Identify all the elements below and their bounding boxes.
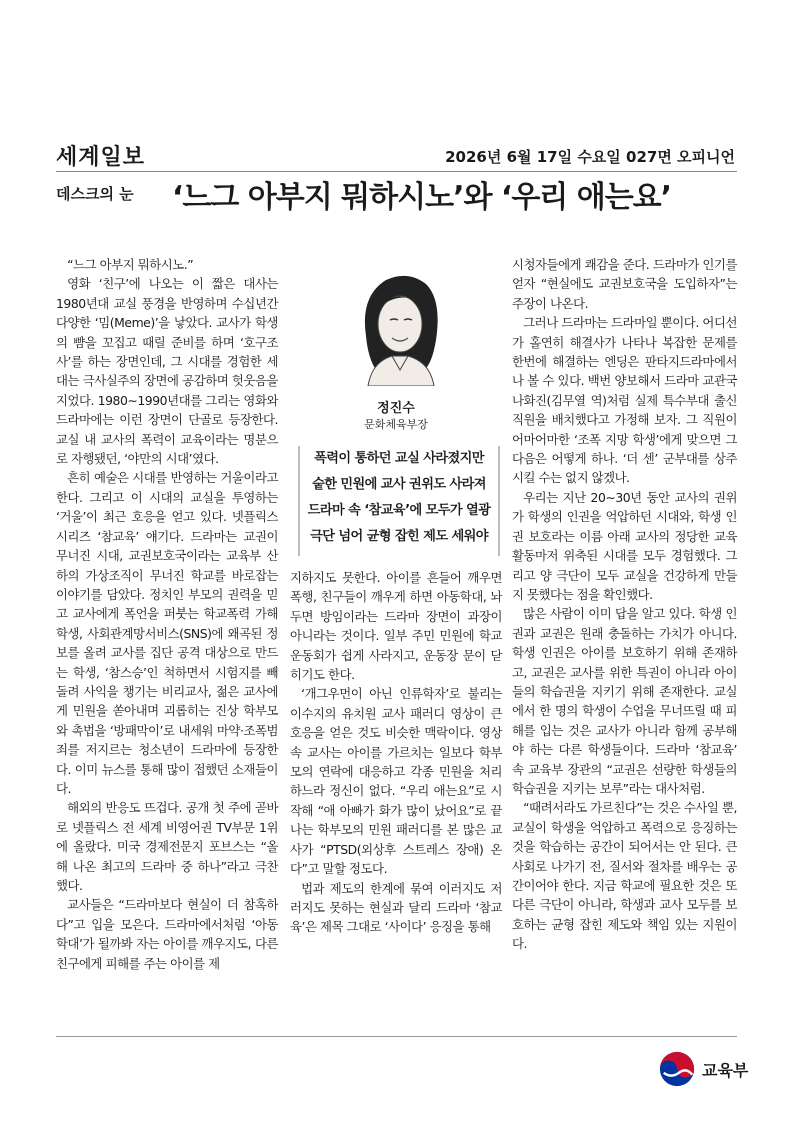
column-1 (56, 255, 278, 973)
paragraph: “때려서라도 가르친다”는 것은 수사일 뿐, 교실이 학생을 억압하고 폭력으로 응징하는 것을 학습하는 공간이 되어서는 안 된다. 큰 사회로 나가기 전, 질서와 절차를 배우는 공간이어야 한다. 지금 학교에 필요한 것은 또 다른 극단이 아니라, 학생과 교사 모두를 보호하는 균형 잡힌 제도와 책임 있는 지원이다. (512, 800, 737, 952)
paragraph: 법과 제도의 한계에 묶여 이러지도 저러지도 못하는 현실과 달리 드라마 ‘참교육’은 제목 그대로 ‘사이다’ 응징을 통해 (290, 880, 502, 935)
pull-quote (298, 446, 500, 556)
taegeuk-logo-icon (658, 1050, 696, 1088)
paragraph: 영화 ‘친구’에 나오는 이 짧은 대사는 1980년대 교실 풍경을 반영하며 수십년간 다양한 ‘밈(Meme)’을 낳았다. 교사가 학생의 뺨을 꼬집고 때릴 준비를 하며 ‘호구조사’를 하는 장면인데, 그 시대를 경험한 세대는 극사실주의 장면에 공감하며 헛웃음을 지었다. 1980∼1990년대를 그리는 영화와 드라마에는 이런 장면이 단골로 등장한다. 교실 내 교사의 폭력이 교육이라는 명분으로 자행됐던, ‘야만의 시대’였다. (56, 276, 278, 467)
paragraph: 흔히 예술은 시대를 반영하는 거울이라고 한다. 그리고 이 시대의 교실을 투영하는 ‘거울’이 최근 호응을 얻고 있다. 넷플릭스 시리즈 ‘참교육’ 얘기다. 드라마는 교권이 무너진 시대, 교권보호국이라는 교육부 산하의 가상조직이 무너진 학교를 바로잡는 이야기를 담았다. 정치인 부모의 권력을 믿고 교사에게 폭언을 퍼붓는 학교폭력 가해학생, 사회관계망서비스(SNS)에 왜곡된 정보를 올려 교사를 집단 공격 대상으로 만드는 학생, ‘참스승’인 척하면서 시험지를 빼돌려 사익을 챙기는 비리교사, 젊은 교사에게 민원을 쏟아내며 괴롭히는 진상 학부모와 촉법을 ‘방패막이’로 내세워 마약·조폭범죄를 저지르는 청소년이 드라마에 등장한다. 이미 뉴스를 통해 많이 접했던 소재들이다. (56, 470, 278, 796)
headline: ‘느그 아부지 뭐하시노’와 ‘우리 애는요’ (172, 180, 672, 215)
paragraph: 우리는 지난 20∼30년 동안 교사의 권위가 학생의 인권을 억압하던 시대와, 학생 인권 보호라는 이름 아래 교사의 정당한 교육활동마저 위축된 시대를 모두 경험했다. 그리고 양 극단이 모두 교실을 건강하게 만들지 못했다는 점을 확인했다. (512, 489, 737, 602)
author-title: 문화체육부장 (364, 418, 428, 431)
dateline: 2026년 6월 17일 수요일 027면 오피니언 (445, 148, 735, 166)
column-3 (512, 255, 737, 954)
ministry-name: 교육부 (702, 1061, 749, 1080)
paragraph: 교사들은 “드라마보다 현실이 더 참혹하다”고 입을 모은다. 드라마에서처럼 ‘아동학대’가 될까봐 자는 아이를 깨우지도, 다른 친구에게 피해를 주는 아이를 제 (56, 897, 278, 971)
paragraph: “느그 아부지 뭐하시노.” (67, 257, 194, 272)
paragraph: 많은 사람이 이미 답을 알고 있다. 학생 인권과 교권은 원래 충돌하는 가치가 아니다. 학생 인권은 아이를 보호하기 위해 존재하고, 교권은 교사를 위한 특권이 아니라 아이들의 학습권을 지키기 위해 존재한다. 교실에서 한 명의 학생이 수업을 무너뜨릴 때 피해를 입는 것은 교사가 아니라 함께 공부해야 하는 다른 학생들이다. 드라마 ‘참교육’ 속 교육부 장관의 “교권은 선량한 학생들의 학습권을 지키는 보루”라는 대사처럼. (512, 606, 737, 796)
section-label: 데스크의 눈 (56, 185, 134, 203)
paragraph: 그러나 드라마는 드라마일 뿐이다. 어디선가 홀연히 해결사가 나타나 복잡한 문제를 한번에 해결하는 엔딩은 판타지드라마에서나 볼 수 있다. 백번 양보해서 드라마 교관국 나화진(김무열 역)처럼 실제 특수부대 출신 직원을 배치했다고 가정해 보자. 그 직원이 어마어마한 ‘조폭 지망 학생’에게 맞으면 그다음은 어떻게 하나. ‘더 센’ 군부대를 상주시킬 수는 없지 않겠나. (512, 315, 737, 486)
paragraph: 시청자들에게 쾌감을 준다. 드라마가 인기를 얻자 “현실에도 교권보호국을 도입하자”는 주장이 나온다. (512, 257, 737, 311)
column-2 (290, 568, 502, 937)
paragraph: ‘개그우먼이 아닌 인류학자’로 불리는 이수지의 유치원 교사 패러디 영상이 큰 호응을 얻은 것도 비슷한 맥락이다. 영상 속 교사는 아이를 가르치는 일보다 학부모의 연락에 대응하고 각종 민원을 처리하느라 정신이 없다. “우리 애는요”로 시작해 “애 아빠가 화가 많이 났어요”로 끝나는 학부모의 민원 패러디를 본 많은 교사가 “PTSD(외상후 스트레스 장애) 온다”고 말할 정도다. (290, 686, 502, 877)
pull-quote-line: 극단 넘어 균형 잡힌 제도 세워야 (310, 529, 488, 544)
pull-quote-line: 드라마 속 ‘참교육’에 모두가 열광 (307, 503, 491, 518)
author-portrait (346, 266, 452, 386)
pull-quote-line: 폭력이 통하던 교실 사라졌지만 (314, 451, 484, 466)
bottom-rule (56, 1036, 737, 1037)
author-name: 정진수 (377, 401, 415, 416)
masthead-logo: 세계일보 (56, 144, 146, 170)
pull-quote-line: 숱한 민원에 교사 권위도 사라져 (312, 477, 486, 492)
paragraph: 해외의 반응도 뜨겁다. 공개 첫 주에 곧바로 넷플릭스 전 세계 비영어권 TV부문 1위에 올랐다. 미국 경제전문지 포브스는 “올해 나온 최고의 드라마 중 하나”라고 극찬했다. (56, 800, 278, 893)
paragraph: 지하지도 못한다. 아이를 흔들어 깨우면 폭행, 친구들이 깨우게 하면 아동학대, 놔두면 방임이라는 드라마 장면이 과장이 아니라는 것이다. 일부 주민 민원에 학교 운동회가 쉽게 사라지고, 운동장 문이 닫히기도 한다. (290, 570, 502, 683)
